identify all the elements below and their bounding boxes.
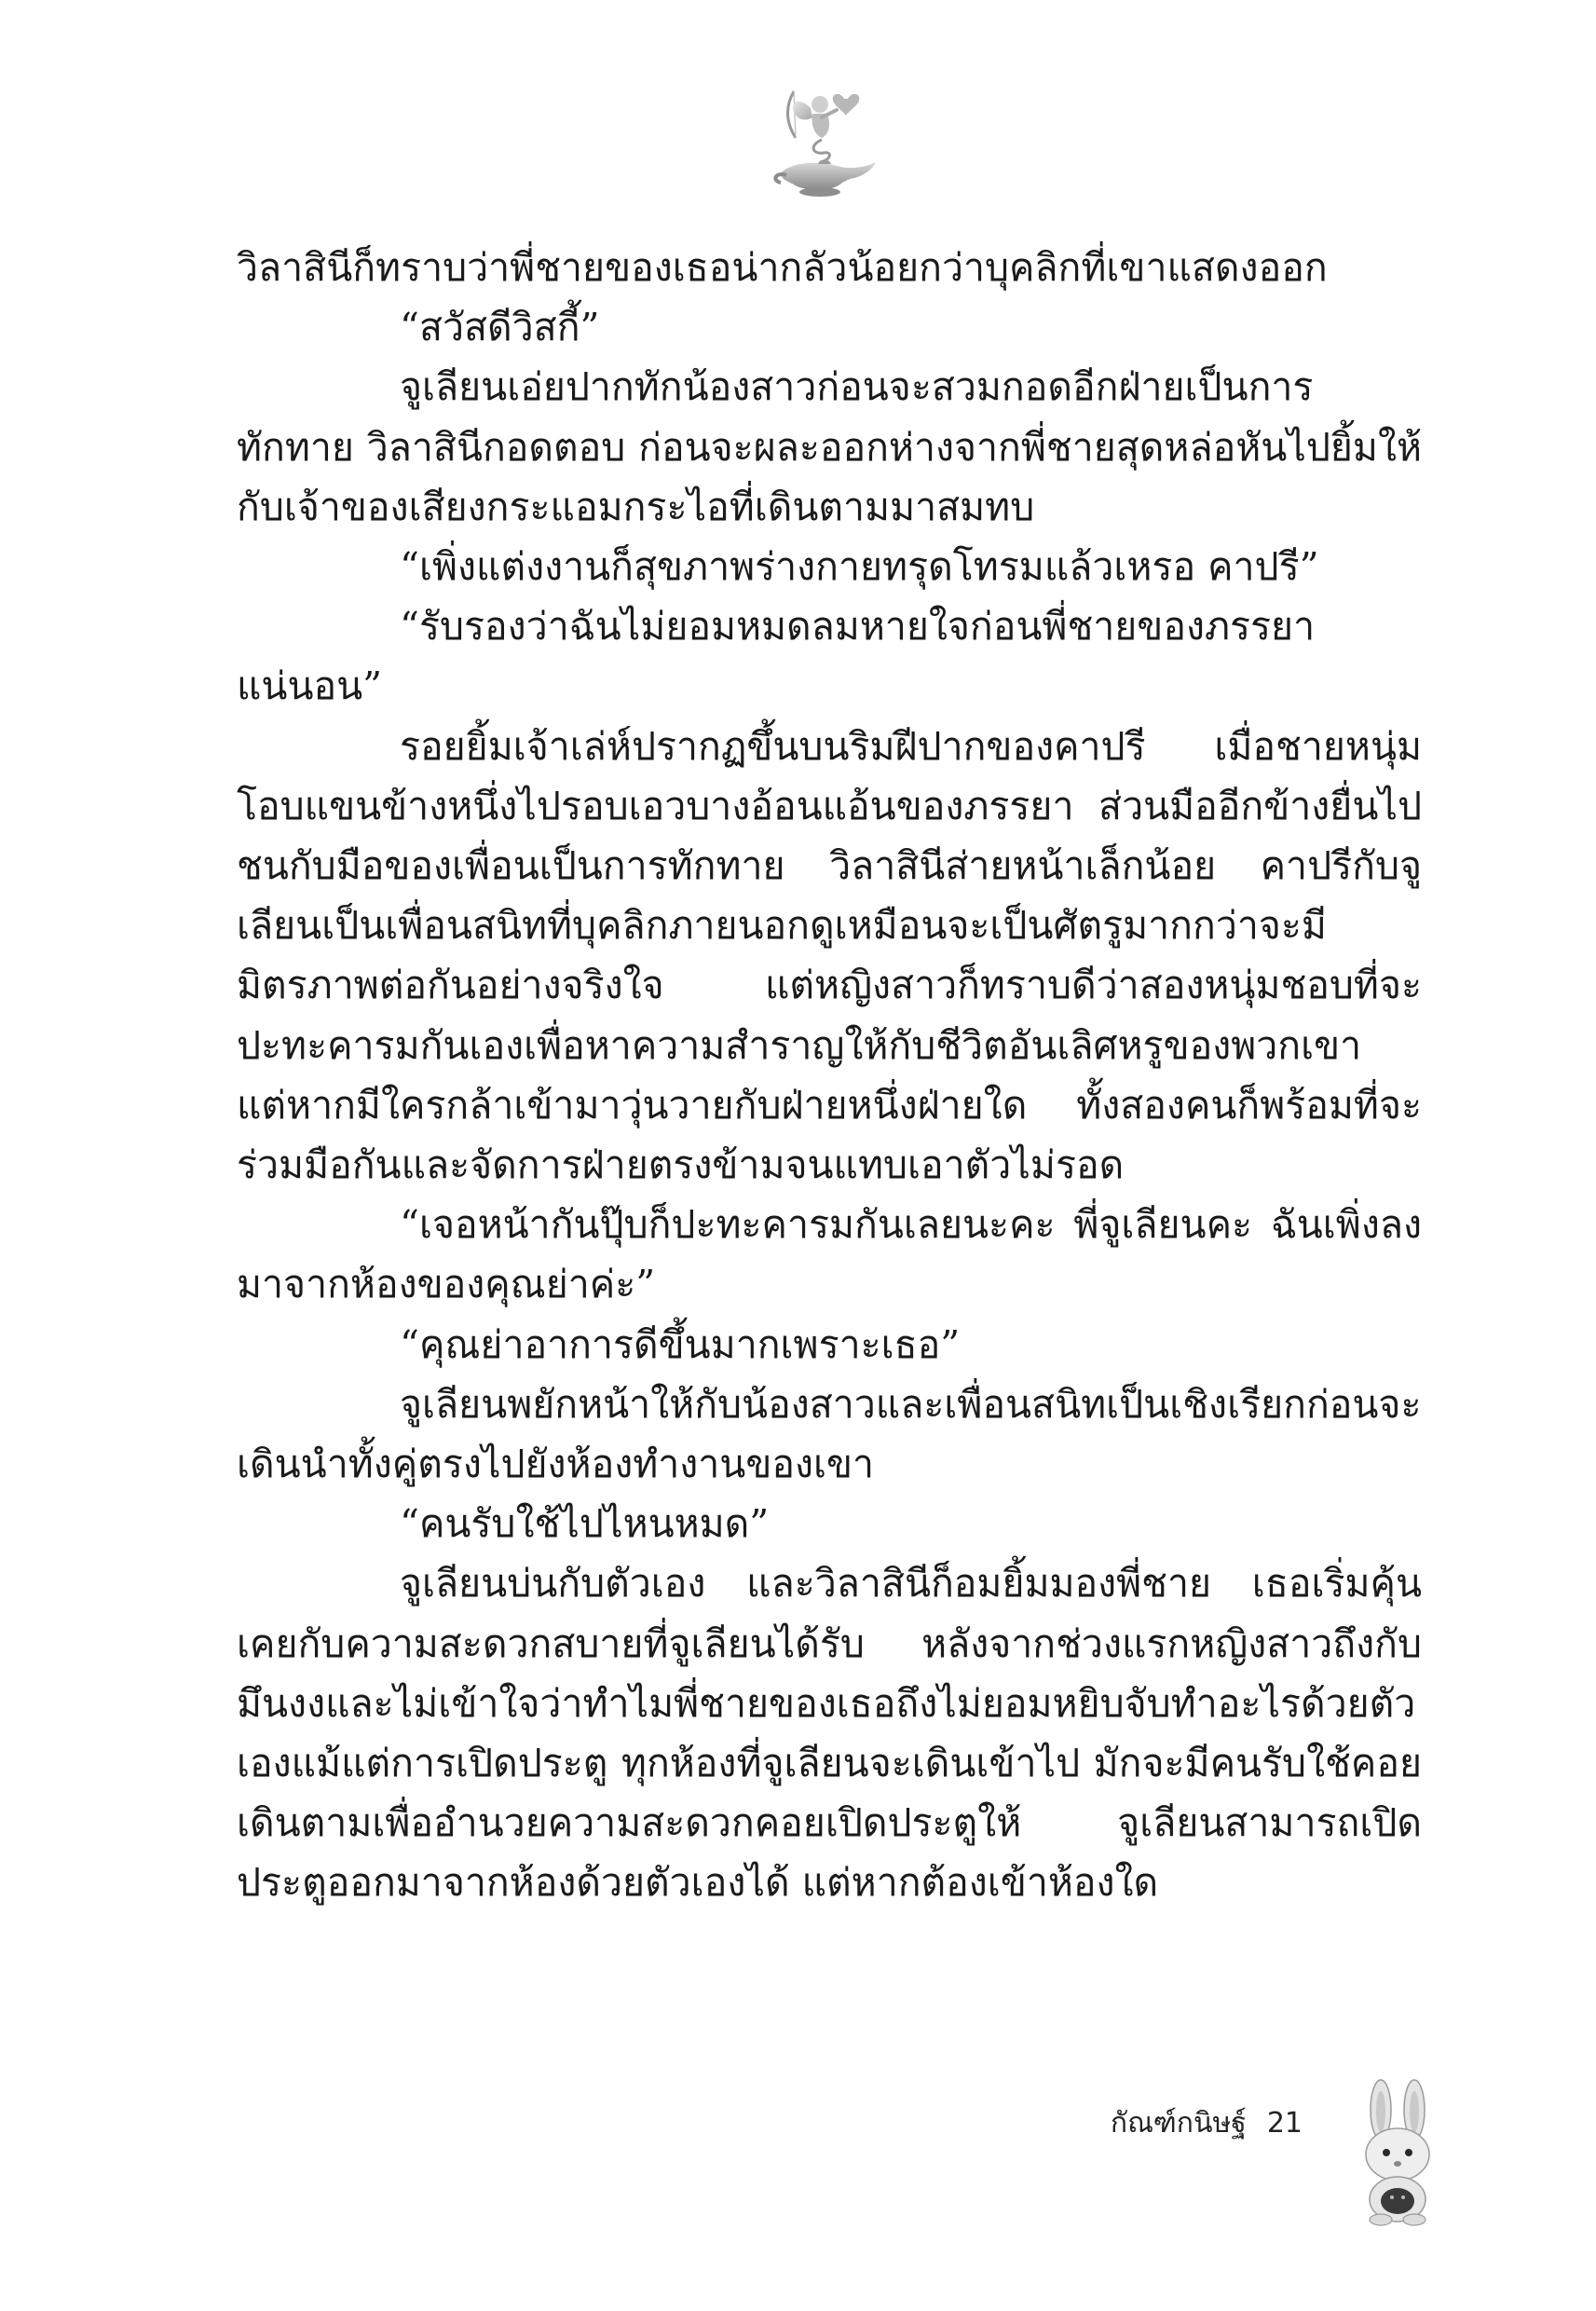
paragraph: “เพิ่งแต่งงานก็สุขภาพร่างกายทรุดโทรมแล้วเหรอ คาปรี” bbox=[400, 544, 1319, 590]
paragraph: “รับรองว่าฉันไม่ยอมหมดลมหายใจก่อนพี่ชายของภรรยาแน่นอน” bbox=[237, 604, 1316, 709]
paragraph: “คนรับใช้ไปไหนหมด” bbox=[400, 1501, 770, 1547]
paragraph: รอยยิ้มเจ้าเล่ห์ปรากฏขึ้นบนริมฝีปากของคาปรี เมื่อชายหนุ่มโอบแขนข้างหนึ่งไปรอบเอวบางอ้อนแอ้นของภรรยา ส่วนมืออีกข้างยื่นไปชนกับมือของเพื่อนเป็นการทักทาย วิลาสินีส่ายหน้าเล็กน้อย คาปรีกับจูเลียนเป็นเพื่อนสนิทที่บุคลิกภายนอกดูเหมือนจะเป็นศัตรูมากกว่าจะมีมิตรภาพต่อกันอย่างจริงใจ แต่หญิงสาวก็ทราบดีว่าสองหนุ่มชอบที่จะปะทะคารมกันเองเพื่อหาความสำราญให้กับชีวิตอันเลิศหรูของพวกเขา แต่หากมีใครกล้าเข้ามาวุ่นวายกับฝ่ายหนึ่งฝ่ายใด ทั้งสองคนก็พร้อมที่จะร่วมมือกันและจัดการฝ่ายตรงข้ามจนแทบเอาตัวไม่รอด bbox=[237, 723, 1422, 1188]
running-footer bbox=[1111, 2101, 1303, 2145]
bunny-mascot-icon bbox=[1342, 2078, 1453, 2227]
paragraph: จูเลียนบ่นกับตัวเอง และวิลาสินีก็อมยิ้มมองพี่ชาย เธอเริ่มคุ้นเคยกับความสะดวกสบายที่จูเลียนได้รับ หลังจากช่วงแรกหญิงสาวถึงกับมึนงงและไม่เข้าใจว่าทำไมพี่ชายของเธอถึงไม่ยอมหยิบจับทำอะไรด้วยตัวเองแม้แต่การเปิดประตู ทุกห้องที่จูเลียนจะเดินเข้าไป มักจะมีคนรับใช้คอยเดินตามเพื่ออำนวยความสะดวกคอยเปิดประตูให้ จูเลียนสามารถเปิดประตูออกมาจากห้องด้วยตัวเองได้ แต่หากต้องเข้าห้องใด bbox=[237, 1561, 1422, 1906]
paragraph: “สวัสดีวิสกี้” bbox=[400, 305, 600, 350]
paragraph: วิลาสินีก็ทราบว่าพี่ชายของเธอน่ากลัวน้อยกว่าบุคลิกที่เขาแสดงออก bbox=[237, 245, 1328, 290]
page-number: 21 bbox=[1266, 2107, 1303, 2140]
book-title: กัณฑ์กนิษฐ์ bbox=[1110, 2107, 1247, 2140]
paragraph: จูเลียนพยักหน้าให้กับน้องสาวและเพื่อนสนิทเป็นเชิงเรียกก่อนจะเดินนำทั้งคู่ตรงไปยังห้องทำงานของเขา bbox=[237, 1381, 1422, 1487]
page-footer bbox=[0, 2078, 1596, 2264]
paragraph: “คุณย่าอาการดีขึ้นมากเพราะเธอ” bbox=[400, 1321, 961, 1367]
cupid-lamp-ornament-icon bbox=[753, 73, 893, 212]
paragraph: จูเลียนเอ่ยปากทักน้องสาวก่อนจะสวมกอดอีกฝ่ายเป็นการทักทาย วิลาสินีกอดตอบ ก่อนจะผละออกห่างจากพี่ชายสุดหล่อหันไปยิ้มให้กับเจ้าของเสียงกระแอมกระไอที่เดินตามมาสมทบ bbox=[237, 364, 1422, 529]
paragraph: “เจอหน้ากันปุ๊บก็ปะทะคารมกันเลยนะคะ พี่จูเลียนคะ ฉันเพิ่งลงมาจากห้องของคุณย่าค่ะ” bbox=[237, 1202, 1422, 1307]
body-text bbox=[237, 238, 1422, 1913]
